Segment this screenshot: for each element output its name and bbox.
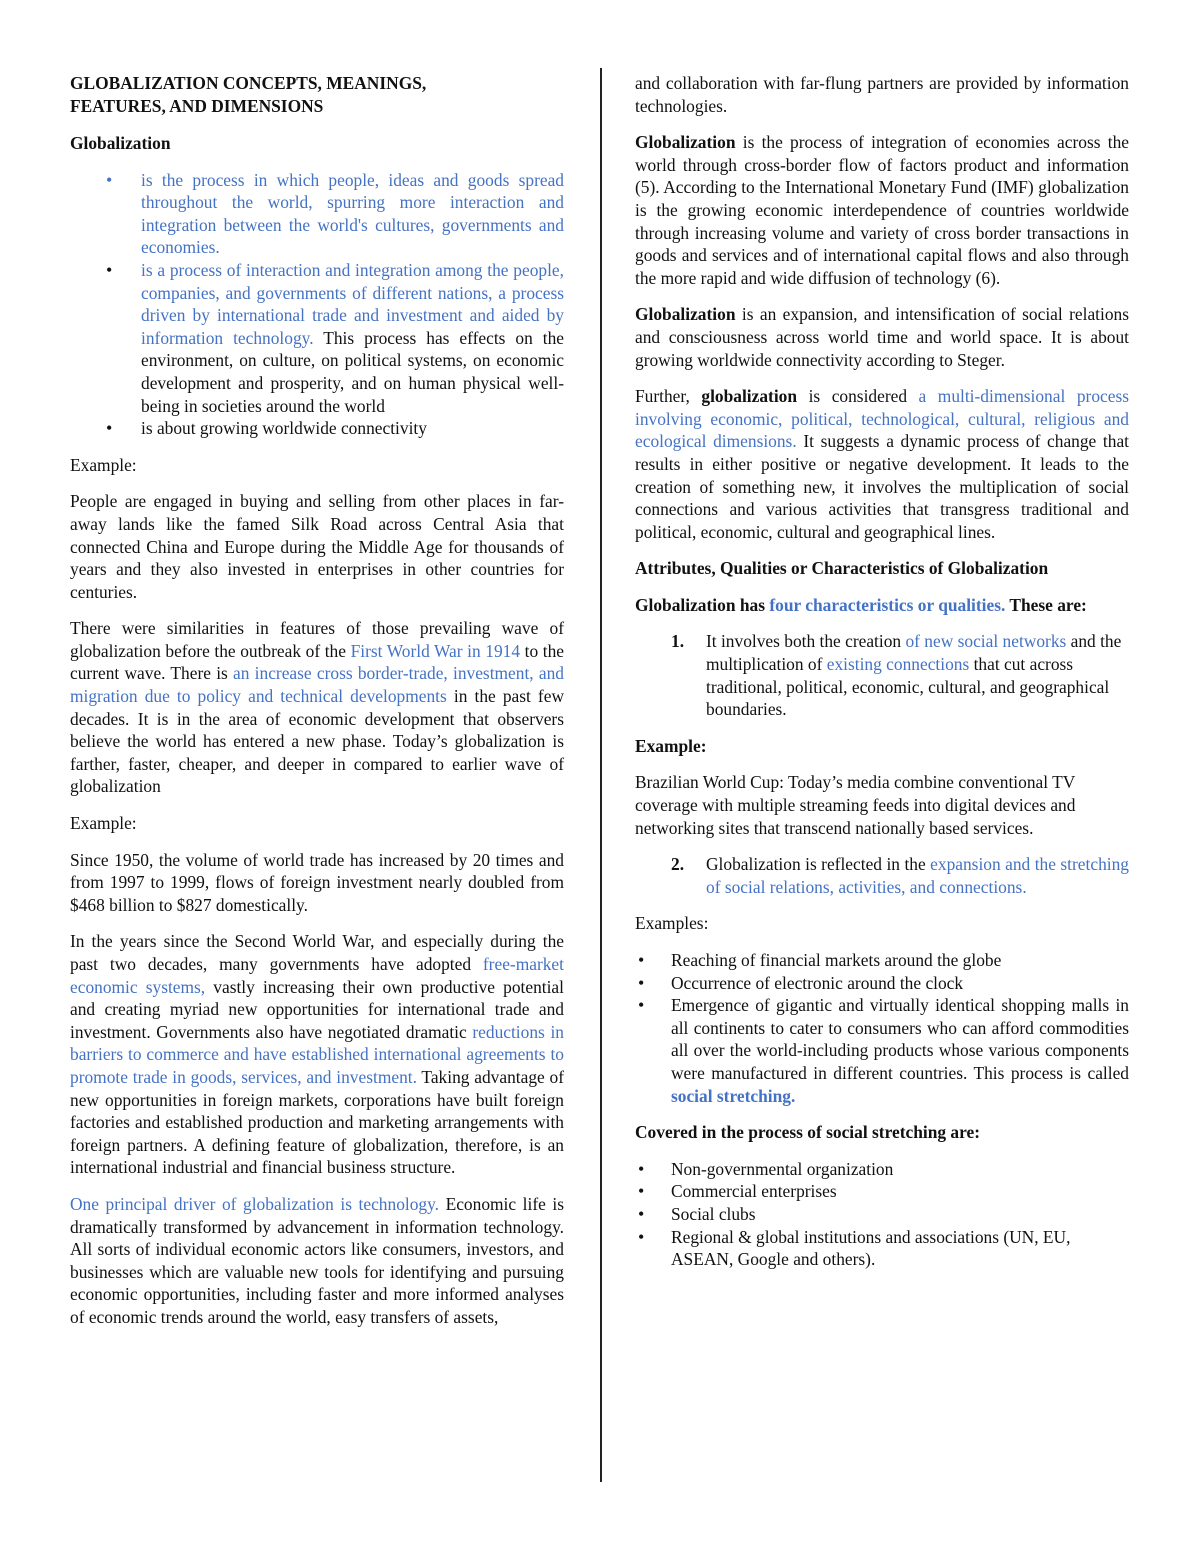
body-text: and the multiplication of [706, 631, 1122, 675]
body-text: Economic life is dramatically transformed by advancement in information technology. All sorts of individual economic actors like consumers, investors, and businesses which are valuable new tools for identifying and pursuing economic opportunities, including faster and more informed analyses of economic trends around the world, easy transfers of assets, [70, 1193, 564, 1327]
example-label: Example: [635, 735, 707, 756]
highlight-text: First World War in 1914 [350, 640, 521, 661]
numbered-item-2 [635, 853, 1129, 898]
right-column [635, 72, 1129, 1285]
body-text: is an expansion, and intensification of social relations and consciousness across world time and world space. It is about growing worldwide connectivity according to Steger. [635, 304, 1129, 370]
bold-term: globalization [701, 386, 798, 407]
title-line-1: GLOBALIZATION CONCEPTS, MEANINGS, [70, 73, 427, 93]
list-item: • Occurrence of electronic around the clock [635, 972, 1129, 995]
paragraph [70, 1193, 564, 1329]
covered-list [635, 1158, 1129, 1271]
highlight-text: an increase cross border-trade, investment, and migration due to policy and technical developments [70, 663, 564, 707]
list-item [70, 259, 564, 417]
body-text: Further, [635, 386, 702, 407]
body-text: Globalization is reflected in the [706, 854, 931, 875]
column-divider [600, 68, 602, 1482]
list-item: • Regional & global institutions and associations (UN, EU, ASEAN, Google and others). [635, 1226, 1129, 1271]
item-number: 1. [671, 631, 685, 652]
body-text: vastly increasing their own productive potential and creating myriad new opportunities for international trade and investment. Governments also have negotiated dramatic [70, 976, 564, 1042]
paragraph [70, 930, 564, 1179]
highlight-text: expansion and the stretching of social relations, activities, and connections. [706, 854, 1129, 897]
paragraph [70, 617, 564, 798]
bold-term: Globalization [635, 304, 736, 325]
section-heading-attributes: Attributes, Qualities or Characteristics of Globalization [635, 558, 1049, 579]
body-text: In the years since the Second World War, and especially during the past two decades, many governments have adopted [70, 931, 564, 974]
highlight-text: four characteristics or qualities. [769, 594, 1006, 615]
body-text: Emergence of gigantic and virtually identical shopping malls in all continents to cater to consumers who can afford commodities all over the world-including products whose various components were manufactured in different countries. This process is called [671, 995, 1129, 1083]
paragraph: Brazilian World Cup: Today’s media combine conventional TV coverage with multiple streaming feeds into digital devices and networking sites that transcend nationally based services. [635, 772, 1076, 838]
list-item: • Non-governmental organization [635, 1158, 1129, 1181]
example-label: Example: [70, 454, 137, 475]
examples-label: Examples: [635, 913, 709, 934]
paragraph: Since 1950, the volume of world trade has increased by 20 times and from 1997 to 1999, flows of foreign investment nearly doubled from $468 billion to $827 domestically. [70, 849, 564, 915]
body-text: This process has effects on the environment, on culture, on political systems, on economic development and prosperity, and on human physical well-being in societies around the world [141, 327, 565, 416]
highlight-text: free-market economic systems, [70, 954, 564, 997]
body-text: It involves both the creation [706, 631, 906, 652]
paragraph: People are engaged in buying and selling from other places in far-away lands like the famed Silk Road across Central Asia that connected China and Europe during the Middle Age for thousands of years and they also invested in enterprises in other countries for centuries. [70, 491, 564, 602]
list-item: • is about growing worldwide connectivity [70, 417, 564, 440]
paragraph [635, 385, 1129, 543]
definition-list [70, 169, 564, 440]
body-text: It suggests a dynamic process of change that results in either positive or negative development. It leads to the creation of something new, it involves the multiplication of social connections and various activities that transgress traditional and political, economic, cultural and geographical lines. [635, 431, 1129, 542]
document-title [70, 72, 564, 118]
highlight-term: social stretching. [671, 1085, 796, 1106]
bold-term: Globalization [635, 132, 736, 153]
section-heading-globalization: Globalization [70, 133, 171, 153]
list-item: • Commercial enterprises [635, 1180, 1129, 1203]
body-text: that cut across traditional, political, economic, cultural, and geographical boundaries. [706, 654, 1110, 720]
body-text: Taking advantage of new opportunities in foreign markets, corporations have built foreign factories and established production and marketing arrangements with foreign partners. A defining feature of globalization, therefore, is an international industrial and financial business structure. [70, 1066, 564, 1178]
list-item: • is the process in which people, ideas and goods spread throughout the world, spurring more interaction and integration between the world's cultures, governments and economies. [70, 169, 564, 259]
list-item: • Reaching of financial markets around the globe [635, 949, 1129, 972]
numbered-item-1 [635, 630, 1129, 720]
examples-list [635, 949, 1129, 1107]
left-column [70, 72, 564, 1343]
paragraph [635, 303, 1129, 371]
section-heading-covered: Covered in the process of social stretching are: [635, 1122, 981, 1143]
body-text: Globalization has [635, 594, 770, 615]
body-text: in the past few decades. It is in the area of economic development that observers believe the world has entered a new phase. Today’s globalization is farther, faster, cheaper, and deeper in compared to earlier wave of globalization [70, 686, 564, 797]
body-text: is the process of integration of economies across the world through cross-border flow of factors product and information (5). According to the International Monetary Fund (IMF) globalization is the growing economic interdependence of countries worldwide through increasing volume and variety of cross border transactions in goods and services and of international capital flows and also through the more rapid and wide diffusion of technology (6). [635, 132, 1129, 288]
list-item [635, 994, 1129, 1107]
highlight-text: reductions in barriers to commerce and have established international agreements to promote trade in goods, services, and investment. [70, 1021, 564, 1087]
paragraph [635, 131, 1129, 289]
body-text: There were similarities in features of those prevailing wave of globalization before the outbreak of the [70, 618, 564, 661]
body-text: to the current wave. There is [70, 640, 565, 684]
list-item: • Social clubs [635, 1203, 1129, 1226]
highlight-text: existing connections [826, 654, 970, 675]
highlight-text: of new social networks [905, 631, 1067, 652]
example-label: Example: [70, 813, 137, 834]
title-line-2: FEATURES, AND DIMENSIONS [70, 96, 324, 116]
highlight-text: is a process of interaction and integration among the people, companies, and governments of different nations, a process driven by international trade and investment and aided by information technology. [141, 259, 564, 348]
body-text: These are: [1005, 594, 1087, 615]
highlight-text: a multi-dimensional process involving economic, political, technological, cultural, religious and ecological dimensions. [635, 386, 1129, 452]
paragraph: and collaboration with far-flung partners are provided by information technologies. [635, 73, 1129, 116]
highlight-text: One principal driver of globalization is technology. [70, 1193, 440, 1214]
body-text: is considered [797, 386, 919, 407]
item-number: 2. [671, 854, 685, 875]
characteristics-intro [635, 594, 1129, 617]
